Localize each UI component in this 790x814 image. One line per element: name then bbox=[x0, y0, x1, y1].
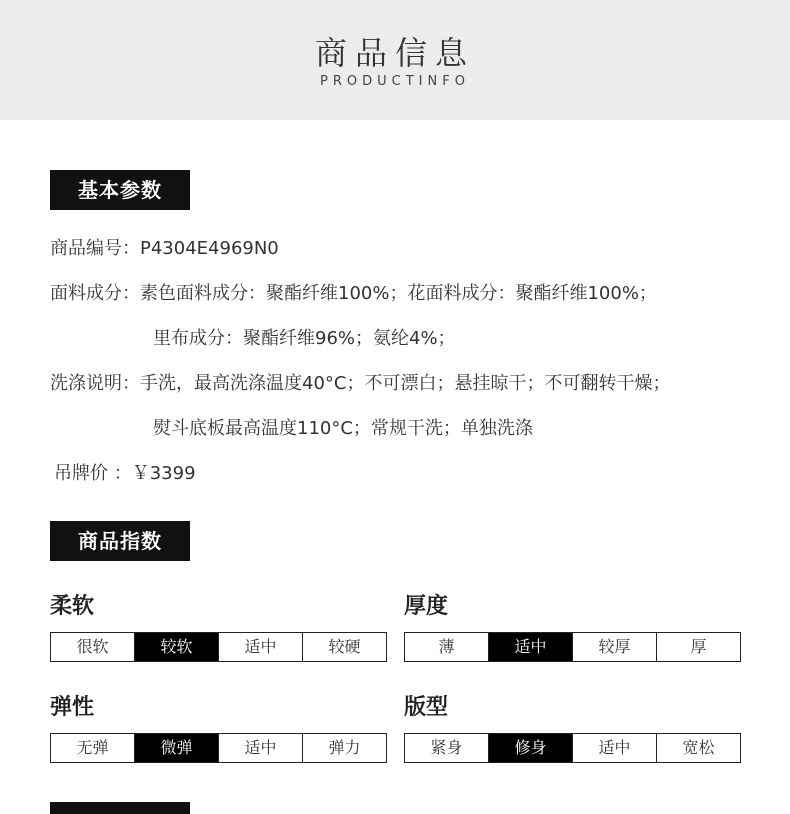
lining-composition: 里布成分：聚酯纤维96%；氨纶4%； bbox=[153, 328, 456, 349]
fit-option: 宽松 bbox=[682, 738, 715, 757]
page-header bbox=[0, 0, 790, 120]
softness-option: 很软 bbox=[51, 633, 135, 661]
thickness-scale bbox=[404, 632, 741, 662]
wash-instructions-cont: 熨斗底板最高温度110°C；常规干洗；单独洗涤 bbox=[153, 418, 533, 439]
fit-option: 修身 bbox=[489, 734, 573, 762]
section-label-next bbox=[50, 802, 190, 814]
section-label-index: 商品指数 bbox=[50, 521, 190, 561]
softness-option: 适中 bbox=[219, 633, 303, 661]
tag-price: 吊牌价 ：￥3399 bbox=[54, 463, 196, 484]
fit-title: 版型 bbox=[404, 695, 449, 720]
thickness-option: 较厚 bbox=[573, 633, 657, 661]
page-subtitle: PRODUCTINFO bbox=[320, 74, 470, 89]
fit-option: 紧身 bbox=[405, 734, 489, 762]
softness-option: 较硬 bbox=[328, 637, 361, 656]
elasticity-title: 弹性 bbox=[50, 695, 95, 720]
wash-instructions: 洗涤说明：手洗，最高洗涤温度40°C；不可漂白；悬挂晾干；不可翻转干燥； bbox=[50, 373, 671, 394]
softness-scale bbox=[50, 632, 387, 662]
product-code: 商品编号：P4304E4969N0 bbox=[50, 238, 279, 259]
elasticity-option: 弹力 bbox=[328, 738, 361, 757]
elasticity-option: 无弹 bbox=[51, 734, 135, 762]
fit-option: 适中 bbox=[573, 734, 657, 762]
elasticity-option: 微弹 bbox=[135, 734, 219, 762]
softness-option: 较软 bbox=[135, 633, 219, 661]
section-label-basic: 基本参数 bbox=[50, 170, 190, 210]
page-title: 商品信息 bbox=[314, 34, 475, 72]
thickness-option: 厚 bbox=[690, 637, 707, 656]
fabric-composition: 面料成分：素色面料成分：聚酯纤维100%；花面料成分：聚酯纤维100%； bbox=[50, 283, 657, 304]
fit-scale bbox=[404, 733, 741, 763]
thickness-option: 薄 bbox=[405, 633, 489, 661]
softness-title: 柔软 bbox=[50, 594, 95, 619]
thickness-title: 厚度 bbox=[404, 594, 449, 619]
elasticity-scale bbox=[50, 733, 387, 763]
elasticity-option: 适中 bbox=[219, 734, 303, 762]
thickness-option: 适中 bbox=[489, 633, 573, 661]
